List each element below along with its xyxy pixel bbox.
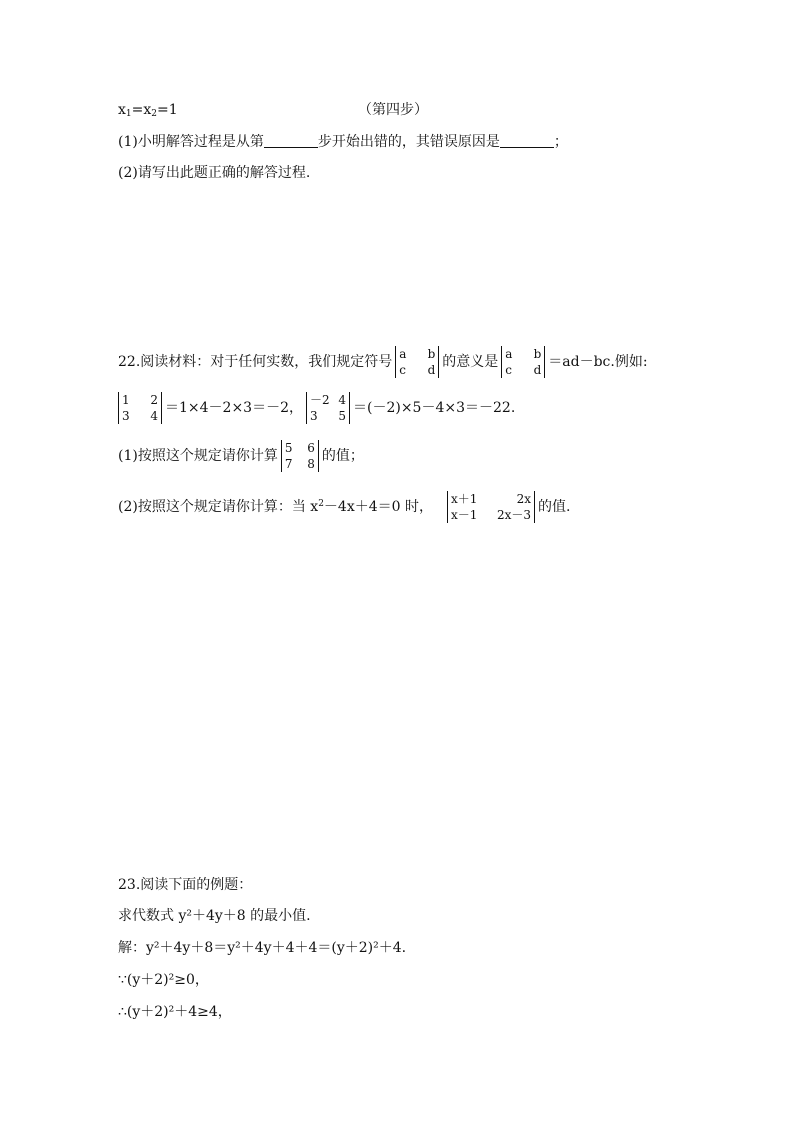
q22-example-2-value: ＝(－2)×5－4×3＝－22. [353, 400, 516, 416]
q22-part1-text: (1)按照这个规定请你计算 [118, 448, 278, 464]
q23-task: 求代数式 y²＋4y＋8 的最小值. [118, 908, 311, 924]
q21-part1-a: (1)小明解答过程是从第 [118, 134, 264, 150]
det-part2: x＋1 2x x－1 2x－3 [447, 491, 535, 523]
q22-intro-line [118, 344, 648, 380]
q21-part2: (2)请写出此题正确的解答过程. [118, 165, 311, 181]
q22-intro: 22.阅读材料：对于任何实数，我们规定符号 [118, 354, 393, 370]
det-example-2: －2 4 3 5 [306, 392, 350, 424]
step-label: （第四步） [358, 102, 428, 118]
q22-part2-text: (2)按照这个规定请你计算：当 x [118, 499, 319, 515]
q23-title: 23.阅读下面的例题： [118, 877, 253, 893]
q21-step-line [118, 99, 428, 121]
det-part1: 5 6 7 8 [281, 440, 319, 472]
q23-solution: 解：y²＋4y＋8＝y²＋4y＋4＋4＝(y＋2)²＋4. [118, 940, 407, 956]
step-line-eq1: =x [131, 102, 152, 118]
q22-part2-line [118, 486, 570, 522]
q22-part1-line [118, 438, 364, 474]
q22-definition: ＝ad－bc.例如: [548, 354, 648, 370]
q22-part1-end: 的值； [321, 448, 364, 464]
q22-part2-mid: －4x＋4＝0 时， [323, 499, 433, 515]
det-example-1: 1 2 3 4 [118, 392, 162, 424]
step-line-sub2: 2 [151, 109, 158, 119]
step-line-eq2: =1 [157, 102, 178, 118]
det-symbol: a b c d [395, 346, 439, 378]
q22-example-1-value: ＝1×4－2×3＝－2， [165, 400, 303, 416]
q22-part2-end: 的值. [538, 499, 571, 515]
step-line-sub1: 1 [125, 109, 132, 119]
answer-blank-reason[interactable] [500, 133, 554, 148]
q21-part1-end: ； [553, 134, 568, 150]
q22-meaning: 的意义是 [442, 354, 499, 370]
q21-part1-b: 步开始出错的，其错误原因是 [317, 134, 500, 150]
q22-examples-line [115, 390, 515, 426]
q22-part2-sup: 2 [318, 499, 324, 509]
q23-therefore: ∴(y＋2)²＋4≥4， [118, 1004, 232, 1020]
det-symbol-2: a b c d [501, 346, 545, 378]
q21-part1 [118, 131, 568, 153]
q23-because: ∵(y＋2)²≥0， [118, 972, 209, 988]
answer-blank-step[interactable] [264, 133, 318, 148]
step-line-x: x [118, 102, 126, 118]
